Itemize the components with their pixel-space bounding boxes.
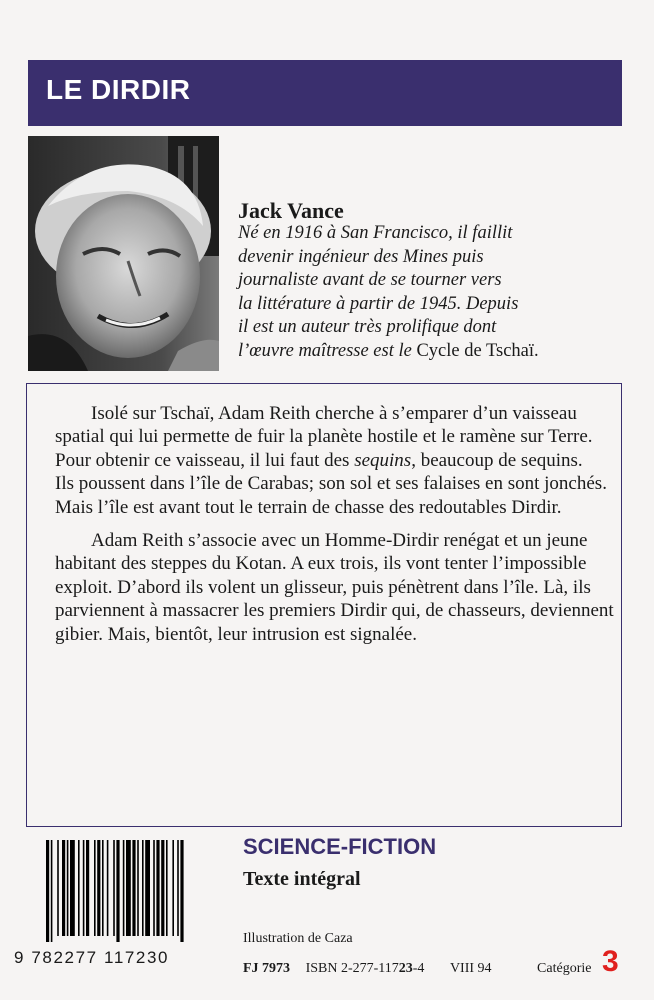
synopsis-paragraph-2: Ils poussent dans l’île de Carabas; son sol et ses falaises en sont jonchés. Mais l’île est avant tout le terrain de chasse des redoutables Dirdir. [55, 473, 607, 518]
synopsis [55, 402, 615, 646]
barcode-bar [97, 840, 100, 936]
barcode-bar [161, 840, 164, 936]
isbn-prefix: ISBN 2-277-117 [305, 961, 399, 976]
barcode-bar [172, 840, 174, 936]
book-title: LE DIRDIR [46, 74, 191, 105]
barcode-bar [57, 840, 59, 936]
synopsis-paragraph-3: Adam Reith s’associe avec un Homme-Dirdir renégat et un jeune habitant des steppes du Kotan. A eux trois, ils vont tenter l’impossible exploit. D’abord ils volent un glisseur, puis pénètrent dans l’île. Là, ils parviennent à massacrer les premiers Dirdir qui, de chasseurs, deviennent gibier. Mais, bientôt, leur intrusion est signalée. [55, 530, 614, 645]
isbn [306, 961, 425, 977]
barcode-bar [156, 840, 159, 936]
isbn-bold: 23 [398, 961, 413, 976]
barcode-digits: 9 782277 117230 [14, 948, 170, 967]
category-number: 3 [602, 945, 619, 978]
barcode-bar [46, 840, 49, 942]
synopsis-emphasis: sequins [354, 449, 412, 471]
barcode-bar [83, 840, 85, 936]
synopsis-text: , beaucoup de sequins. [411, 449, 583, 471]
cycle-title: Cycle de Tschaï. [416, 340, 539, 361]
genre-label: SCIENCE-FICTION [243, 834, 437, 859]
barcode-bar [78, 840, 80, 936]
publication-info [243, 961, 591, 977]
barcode-bar [166, 840, 168, 936]
category-label: Catégorie [537, 961, 592, 976]
synopsis-paragraph-1 [55, 402, 615, 472]
title-bar [28, 60, 622, 126]
fj-number: FJ 7973 [243, 961, 291, 976]
barcode-bar [86, 840, 89, 936]
barcode-bar [153, 840, 155, 936]
barcode-bar [145, 840, 150, 936]
barcode-bar [94, 840, 96, 936]
barcode-bar [177, 840, 179, 936]
barcode-bar [113, 840, 115, 936]
print-version: VIII 94 [449, 961, 492, 976]
barcode-bar [126, 840, 131, 936]
illustration-credit: Illustration de Caza [243, 931, 353, 946]
barcode [46, 840, 226, 942]
barcode-bar [132, 840, 135, 936]
bio-line [238, 340, 638, 364]
edition-label: Texte intégral [243, 868, 361, 890]
barcode-bar [137, 840, 139, 936]
author-name: Jack Vance [238, 198, 344, 223]
isbn-suffix: -4 [412, 961, 425, 976]
bio-line: journaliste avant de se tourner vers [238, 270, 502, 290]
bio-line: il est un auteur très prolifique dont [238, 317, 497, 337]
author-bio [238, 222, 638, 363]
barcode-bar [62, 840, 65, 936]
barcode-bar [123, 840, 125, 936]
barcode-bar [102, 840, 104, 936]
barcode-bar [67, 840, 69, 936]
barcode-bar [107, 840, 109, 936]
bio-line: devenir ingénieur des Mines puis [238, 246, 484, 267]
bio-last-italic: l’œuvre maîtresse est le [238, 340, 412, 361]
barcode-bar [70, 840, 75, 936]
barcode-bar [51, 840, 53, 942]
author-photo [28, 136, 219, 371]
barcode-bar [180, 840, 183, 942]
bio-line: Né en 1916 à San Francisco, il faillit [238, 223, 513, 243]
barcode-bar [116, 840, 119, 942]
synopsis-text: Isolé sur Tschaï, Adam Reith cherche à s’emparer d’un vaisseau spatial qui lui permette de fuir la planète hostile et le ramène sur Terre. Pour obtenir ce vaisseau, il lui faut des [55, 403, 593, 471]
barcode-bar [142, 840, 144, 936]
bio-line: la littérature à partir de 1945. Depuis [238, 293, 519, 314]
